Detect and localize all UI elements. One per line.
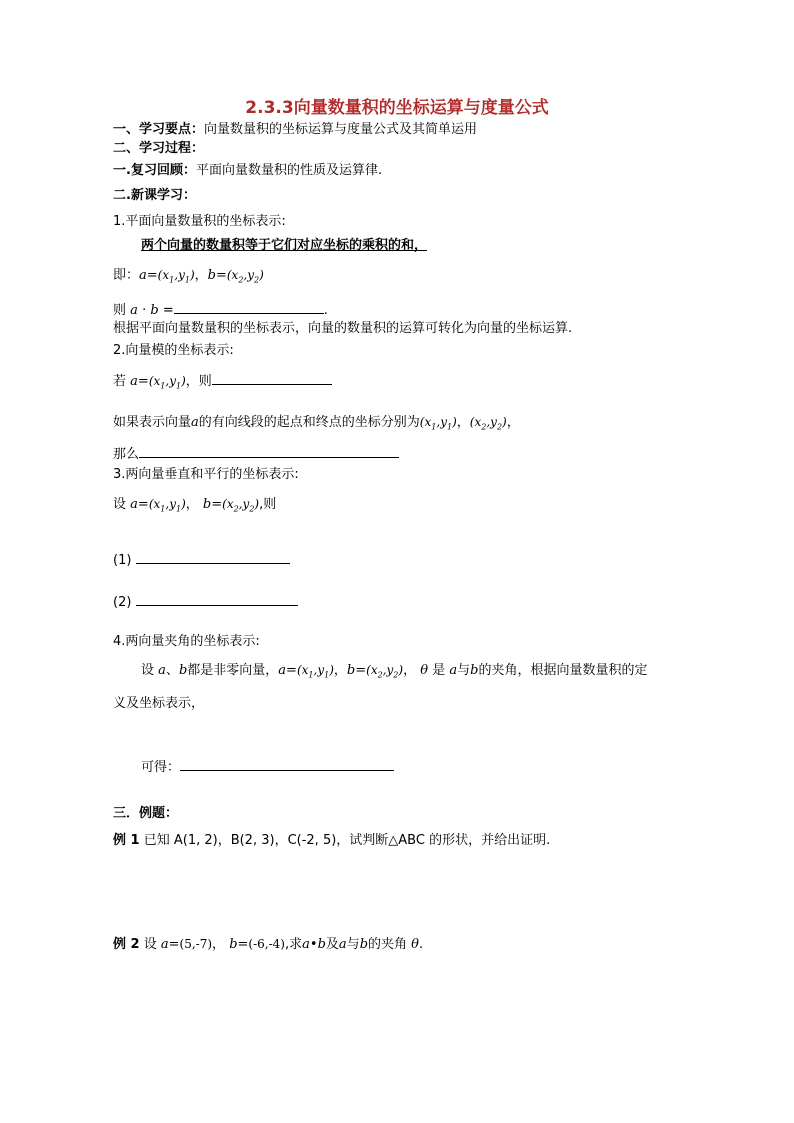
statement-text: 两个向量的数量积等于它们对应坐标的乘积的和， (141, 238, 428, 253)
coord-x2y2: $(x_2,y_2)$ (222, 497, 260, 514)
coord-x2y2: $(x_2,y_2)$ (226, 268, 264, 285)
vector-b-eq: b= (207, 268, 227, 283)
section-2-paragraph: 如果表示向量a的有向线段的起点和终点的坐标分别为$(x_1,y_1)$，$(x_2,y_2)$， (113, 415, 520, 432)
dot-product-blank[interactable] (174, 300, 324, 314)
section-3-item-1: (1) (113, 550, 290, 570)
coord-x1y1: $(x_1,y_1)$ (157, 268, 195, 285)
angle-cos-blank[interactable] (180, 757, 394, 771)
section-1-statement (141, 237, 427, 255)
theta-symbol: θ (411, 937, 419, 952)
examples-heading: 三．例题： (113, 806, 179, 821)
section-1-note: 根据平面向量数量积的坐标表示，向量的数量积的运算可转化为向量的坐标运算. (113, 321, 573, 336)
section-2-then: 那么 (113, 444, 399, 464)
learning-points-label: 一、学习要点： (113, 122, 205, 137)
coord-x1y1: $(x_1,y_1)$ (296, 663, 334, 680)
section-3-item-2: (2) (113, 592, 298, 612)
coord-x1y1: $(x_1,y_1)$ (419, 415, 457, 432)
ji-label: 即： (113, 268, 140, 283)
coord-x1y1: $(x_1,y_1)$ (148, 374, 186, 391)
section-4-line-1: 设 a、b都是非零向量，$a=(x_1,y_1)$，$b=(x_2,y_2)$， θ 是 a与b的夹角，根据向量数量积的定 (141, 663, 648, 680)
section-4-result: 可得： (141, 757, 394, 777)
section-3-vectors: 设 $a=(x_1,y_1)$， $b=(x_2,y_2)$,则 (113, 497, 277, 514)
new-learning-heading: 二.新课学习： (113, 188, 196, 203)
learning-points-text: 向量数量积的坐标运算与度量公式及其简单运用 (204, 122, 478, 137)
learning-process-heading: 二、学习过程： (113, 141, 205, 156)
magnitude-blank[interactable] (212, 371, 332, 385)
perpendicular-blank[interactable] (136, 550, 290, 564)
coord-x2y2: $(x_2,y_2)$ (469, 415, 507, 432)
coord-x1y1: $(x_1,y_1)$ (148, 497, 186, 514)
section-2-heading: 2.向量模的坐标表示: (113, 343, 234, 358)
example-1-text: 已知 A(1, 2)，B(2, 3)，C(-2, 5)，试判断△ABC 的形状，并给出证明. (143, 833, 551, 848)
page-title: 2.3.3向量数量积的坐标运算与度量公式 (245, 98, 549, 118)
example-2: 例 2 设 a=(5,-7)， b=(-6,-4),求a•b及a与b的夹角 θ. (113, 937, 424, 952)
section-4-heading: 4.两向量夹角的坐标表示: (113, 634, 260, 649)
section-2-magnitude: 若 $a=(x_1,y_1)$，则 (113, 371, 332, 395)
review-text: 平面向量数量积的性质及运算律. (195, 163, 383, 178)
theta-symbol: θ (420, 663, 429, 678)
example-1-label: 例 1 (113, 833, 140, 848)
coord-x2y2: $(x_2,y_2)$ (366, 663, 404, 680)
section-1-heading: 1.平面向量数量积的坐标表示: (113, 214, 286, 229)
section-4-line-2: 义及坐标表示， (113, 696, 205, 711)
learning-points (113, 121, 477, 139)
parallel-blank[interactable] (136, 592, 298, 606)
example-2-label: 例 2 (113, 937, 140, 952)
distance-blank[interactable] (139, 444, 399, 458)
review-label: 一.复习回顾： (113, 163, 196, 178)
section-1-vectors: 即：$a=(x_1,y_1)$，$b=(x_2,y_2)$ (113, 268, 264, 285)
review (113, 162, 382, 180)
example-1 (113, 832, 550, 850)
vector-a-eq: a= (139, 268, 158, 283)
section-3-heading: 3.两向量垂直和平行的坐标表示: (113, 467, 299, 482)
section-1-dot-product: 则 a · b = . (113, 300, 328, 320)
